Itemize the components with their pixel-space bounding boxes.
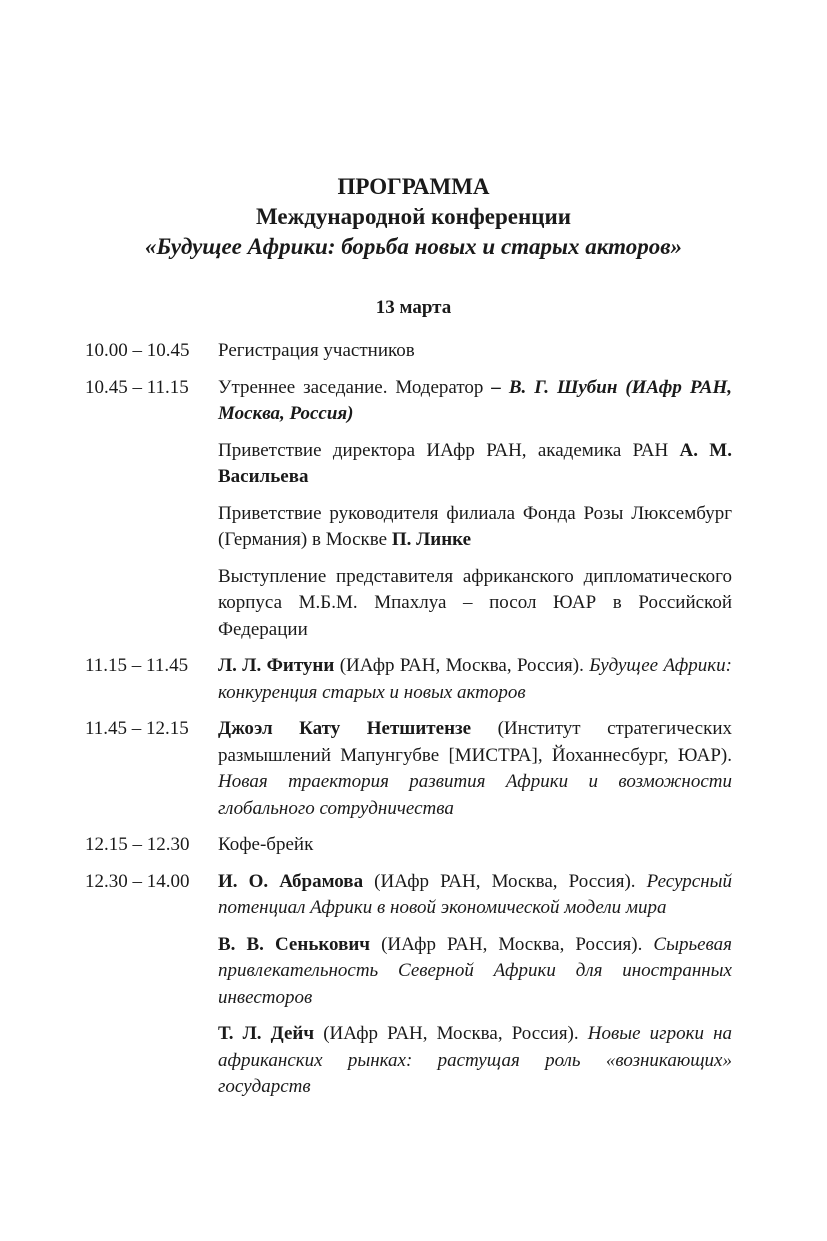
agenda-item [218, 869, 732, 922]
agenda-item [218, 932, 732, 1012]
schedule-row [85, 869, 732, 1101]
agenda-item [218, 338, 732, 365]
speaker-affiliation: (ИАфр РАН, Москва, Россия). [334, 655, 590, 676]
speaker-affiliation: (ИАфр РАН, Москва, Россия). [363, 870, 647, 892]
speaker-name: П. Линке [391, 529, 472, 550]
slot-content [218, 375, 732, 644]
talk-title: Будущее Африки: конкуренция старых и новых акторов [218, 655, 732, 703]
schedule [85, 338, 732, 1111]
talk-title: Сырьевая привлекательность Северной Африки для иностранных инвесторов [218, 933, 732, 1008]
time-slot: 10.00 – 10.45 [85, 340, 190, 361]
speaker-affiliation: (Институт стратегических размышлений Мапунгубве [МИСТРА], Йоханнесбург, ЮАР). [218, 718, 732, 766]
moderator-name: – В. Г. Шубин (ИАфр РАН, Москва, Россия) [218, 376, 732, 424]
time-slot: 12.30 – 14.00 [85, 870, 190, 892]
slot-content [218, 869, 732, 1101]
time-slot: 11.15 – 11.45 [85, 655, 189, 676]
schedule-row [85, 375, 732, 644]
agenda-item [218, 832, 732, 859]
item-text: Приветствие руководителя филиала Фонда Розы Люксембург (Германия) в Москве [218, 502, 732, 550]
speaker-affiliation: (ИАфр РАН, Москва, Россия). [314, 1023, 588, 1044]
item-text: Приветствие директора ИАфр РАН, академика РАН [218, 439, 680, 461]
slot-content [218, 653, 732, 706]
speaker-name: Л. Л. Фитуни [218, 655, 335, 676]
agenda-item [218, 716, 732, 822]
agenda-item [218, 501, 732, 554]
schedule-row [85, 653, 732, 706]
item-text: Кофе-брейк [218, 834, 314, 855]
talk-title: Новые игроки на африканских рынках: растущая роль «возникающих» государств [218, 1023, 733, 1097]
speaker-name: Т. Л. Дейч [218, 1023, 315, 1044]
session-date: 13 марта [375, 297, 452, 318]
agenda-item [218, 564, 732, 644]
time-slot: 12.15 – 12.30 [85, 834, 190, 855]
time-slot: 10.45 – 11.15 [85, 376, 189, 398]
schedule-row [85, 832, 732, 859]
speaker-affiliation: (ИАфр РАН, Москва, Россия). [370, 933, 654, 955]
slot-content [218, 832, 732, 859]
speaker-name: И. О. Абрамова [218, 870, 364, 892]
time-slot: 11.45 – 12.15 [85, 718, 189, 739]
conference-subtitle: Международной конференции [255, 204, 572, 229]
agenda-item [218, 375, 732, 428]
agenda-item [218, 438, 732, 491]
speaker-name: Джоэл Кату Нетшитензе [218, 718, 472, 739]
slot-content [218, 338, 732, 365]
program-title: ПРОГРАММА [337, 174, 490, 199]
talk-title: Ресурсный потенциал Африки в новой экономической модели мира [218, 870, 732, 918]
agenda-item [218, 1021, 732, 1101]
speaker-name: А. М. Васильева [218, 439, 732, 487]
agenda-item [218, 653, 732, 706]
slot-content [218, 716, 732, 822]
item-text: Регистрация участников [218, 340, 415, 361]
schedule-row [85, 338, 732, 365]
speaker-name: В. В. Сенькович [218, 933, 371, 955]
item-text: Выступление представителя африканского дипломатического корпуса М.Б.М. Мпахлуа – посол ЮАР в Российской Федерации [218, 565, 732, 640]
talk-title: Новая траектория развития Африки и возможности глобального сотрудничества [218, 771, 732, 819]
conference-name: «Будущее Африки: борьба новых и старых акторов» [145, 234, 682, 259]
item-text: Утреннее заседание. Модератор [218, 376, 492, 398]
schedule-row [85, 716, 732, 822]
